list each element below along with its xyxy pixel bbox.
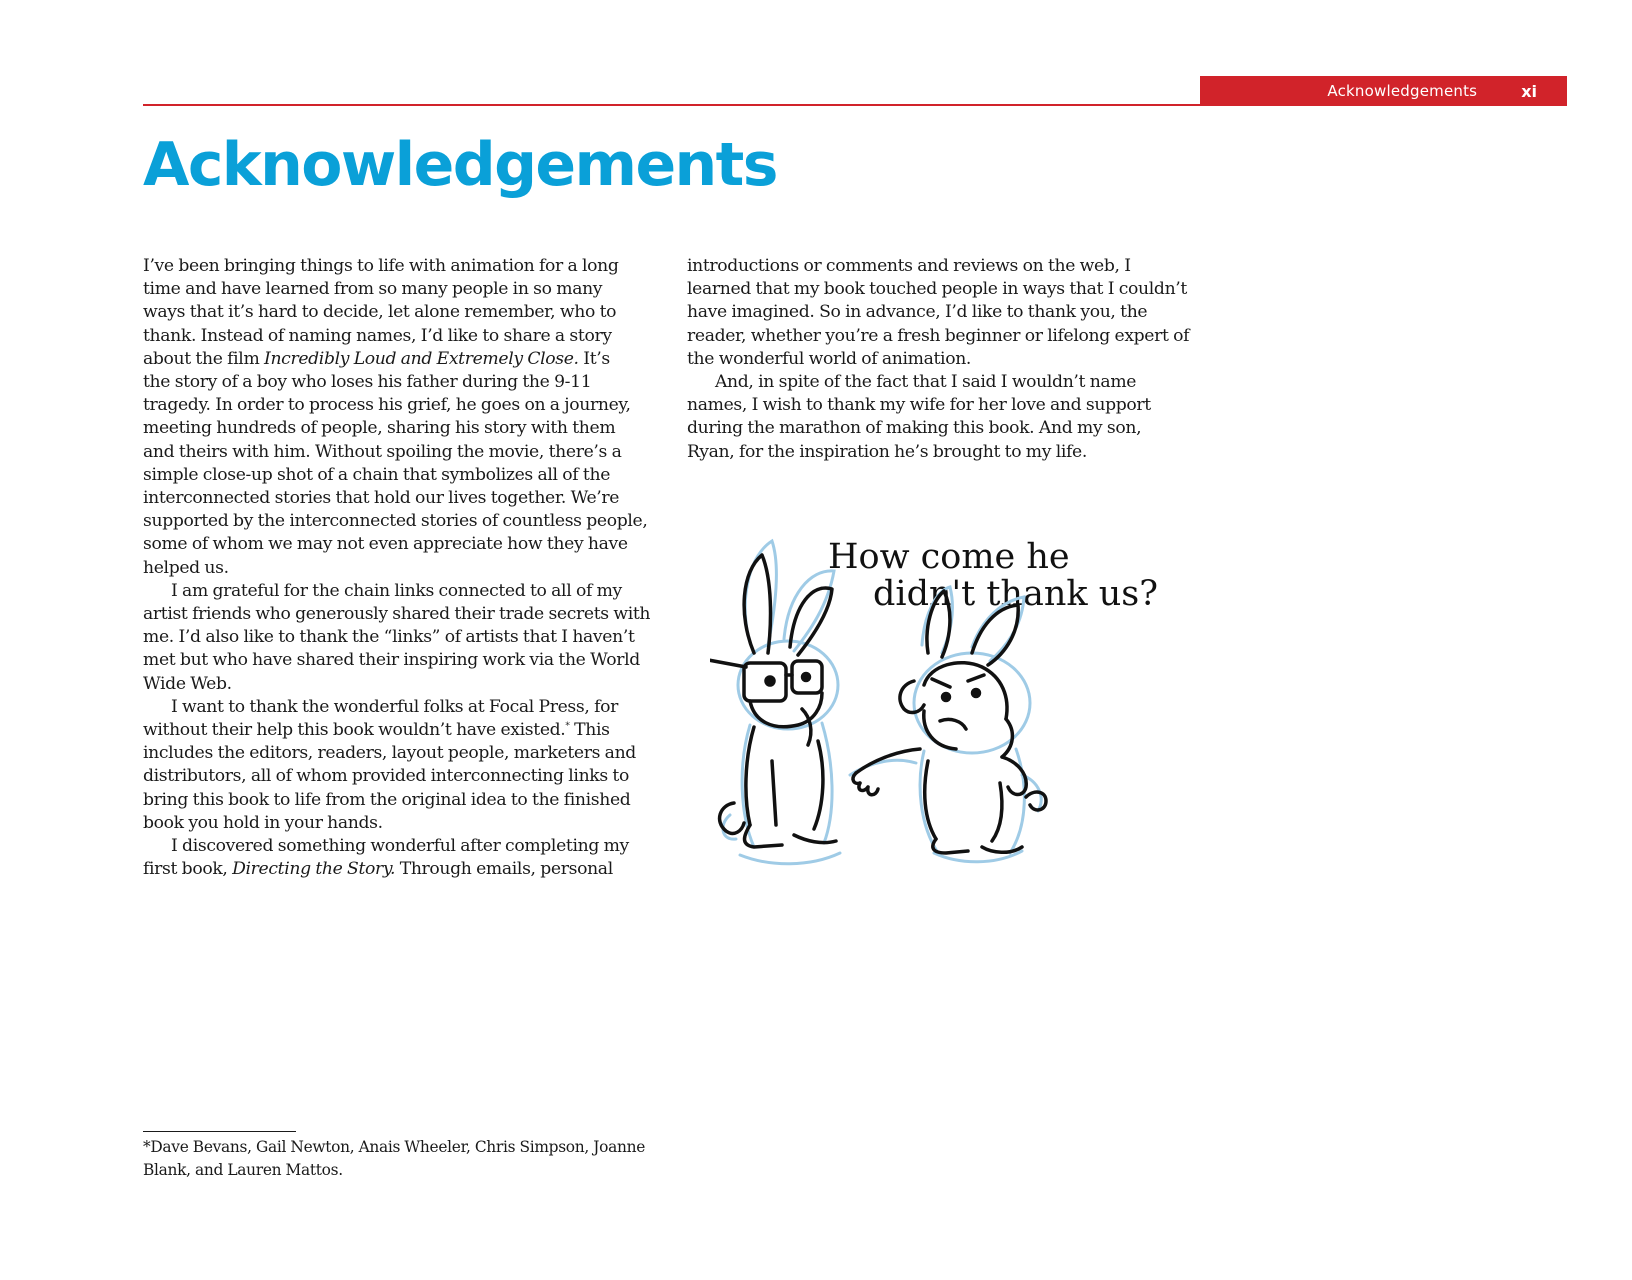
rabbits-illustration: [710, 535, 1210, 880]
film-title: Incredibly Loud and Extremely Close.: [264, 348, 579, 369]
text-line: introductions or comments and reviews on the web, I: [687, 256, 1131, 276]
film-prefix: about the film: [143, 348, 265, 369]
text-line: And, in spite of the fact that I said I wouldn’t name: [715, 372, 1137, 393]
text-line: have imagined. So in advance, I’d like to thank you, the: [687, 302, 1148, 323]
text-line: the wonderful world of animation.: [687, 348, 972, 369]
text-line: and theirs with him. Without spoiling the movie, there’s a: [143, 441, 622, 462]
text-line: [143, 348, 673, 371]
text-line: names, I wish to thank my wife for her love and support: [687, 395, 1151, 416]
text-line: Wide Web.: [143, 673, 232, 694]
text-line: thank. Instead of naming names, I’d like to share a story: [143, 325, 612, 346]
text-line: bring this book to life from the original idea to the finished: [143, 789, 631, 810]
text-line: distributors, all of whom provided interconnecting links to: [143, 766, 629, 787]
text-line: [143, 719, 673, 742]
text-segment: Through emails, personal: [395, 859, 613, 880]
text-line: the story of a boy who loses his father during the 9-11: [143, 372, 592, 393]
text-segment: first book,: [143, 859, 233, 880]
text-line: I am grateful for the chain links connected to all of my: [171, 580, 622, 601]
text-line: met but who have shared their inspiring work via the World: [143, 650, 640, 671]
body-column-right: [687, 255, 1217, 464]
text-line: ways that it’s hard to decide, let alone remember, who to: [143, 302, 617, 323]
right-rabbit: [853, 591, 1046, 853]
text-line: simple close-up shot of a chain that symbolizes all of the: [143, 464, 611, 485]
left-rabbit: [710, 555, 836, 847]
text-line: tragedy. In order to process his grief, he goes on a journey,: [143, 395, 631, 416]
footnote-line: *Dave Bevans, Gail Newton, Anais Wheeler, Chris Simpson, Joanne: [143, 1138, 646, 1156]
text-segment: This: [569, 720, 610, 741]
right-rabbit-sketch: [850, 587, 1041, 862]
text-line: some of whom we may not even appreciate how they have: [143, 534, 628, 555]
running-head-title: Acknowledgements: [1327, 82, 1478, 100]
text-line: interconnected stories that hold our lives together. We’re: [143, 488, 620, 509]
footnote-line: Blank, and Lauren Mattos.: [143, 1161, 343, 1179]
text-line: meeting hundreds of people, sharing his story with them: [143, 418, 616, 439]
page-number: xi: [1521, 81, 1537, 101]
text-line: me. I’d also like to thank the “links” of artists that I haven’t: [143, 627, 635, 648]
text-line: supported by the interconnected stories of countless people,: [143, 511, 648, 532]
text-line: book you hold in your hands.: [143, 812, 383, 833]
speech-caption-line1: How come he: [828, 537, 1070, 577]
body-column-left: [143, 255, 673, 881]
text-line: [143, 858, 673, 881]
text-line: during the marathon of making this book. And my son,: [687, 418, 1142, 439]
chapter-title: Acknowledgements: [143, 130, 777, 200]
footnote: [143, 1136, 645, 1182]
text-line: I want to thank the wonderful folks at Focal Press, for: [171, 696, 618, 717]
footnote-rule: [143, 1131, 296, 1132]
text-line: time and have learned from so many people in so many: [143, 279, 603, 300]
text-line: learned that my book touched people in ways that I couldn’t: [687, 279, 1187, 300]
running-header: [1200, 76, 1567, 106]
text-segment: without their help this book wouldn’t have existed.: [143, 720, 566, 741]
footnote-marker: *: [565, 721, 570, 732]
text-line: reader, whether you’re a fresh beginner or lifelong expert of: [687, 325, 1190, 346]
text-line: includes the editors, readers, layout people, marketers and: [143, 743, 636, 764]
text-line: artist friends who generously shared their trade secrets with: [143, 604, 651, 625]
book-title: Directing the Story.: [232, 859, 396, 880]
text-line: helped us.: [143, 557, 229, 578]
text-line: I discovered something wonderful after completing my: [171, 836, 629, 857]
speech-caption-line2: didn't thank us?: [873, 574, 1158, 614]
text-line: Ryan, for the inspiration he’s brought to my life.: [687, 441, 1087, 462]
film-suffix: It’s: [578, 348, 610, 369]
text-line: I’ve been bringing things to life with animation for a long: [143, 256, 619, 276]
